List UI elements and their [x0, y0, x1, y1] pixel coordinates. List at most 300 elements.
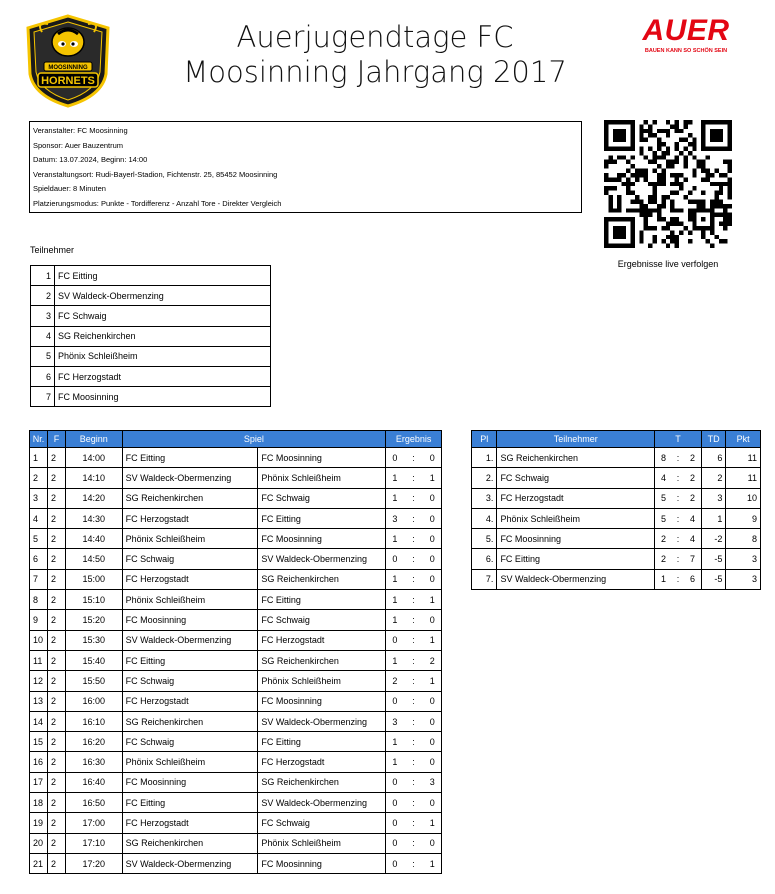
ranking-goals-for: 5: [655, 488, 672, 508]
game-score-away: 0: [423, 793, 441, 813]
qr-module: [617, 199, 621, 203]
qr-module: [670, 222, 674, 226]
game-home-team: FC Eitting: [122, 793, 258, 813]
qr-module: [666, 146, 670, 150]
ranking-goals-separator: :: [672, 448, 684, 468]
qr-module: [604, 146, 608, 150]
qr-module: [608, 146, 612, 150]
qr-module: [630, 230, 634, 234]
qr-module: [613, 226, 617, 230]
qr-module: [635, 195, 639, 199]
qr-module: [688, 213, 692, 217]
qr-module: [604, 235, 608, 239]
participant-name: FC Eitting: [55, 266, 271, 286]
qr-module: [688, 239, 692, 243]
qr-module: [719, 239, 723, 243]
qr-module: [626, 160, 630, 164]
qr-module: [670, 173, 674, 177]
qr-module: [613, 129, 617, 133]
qr-module: [617, 129, 621, 133]
qr-module: [688, 199, 692, 203]
game-field: 2: [47, 691, 65, 711]
qr-module: [608, 160, 612, 164]
game-score-away: 1: [423, 671, 441, 691]
qr-module: [622, 120, 626, 124]
qr-module: [622, 133, 626, 137]
qr-module: [697, 226, 701, 230]
qr-module: [630, 199, 634, 203]
game-away-team: Phönix Schleißheim: [258, 833, 386, 853]
page-title: [140, 20, 610, 90]
ranking-row: [472, 448, 761, 468]
qr-module: [719, 120, 723, 124]
qr-module: [701, 169, 705, 173]
qr-module: [701, 191, 705, 195]
qr-module: [675, 160, 679, 164]
qr-module: [639, 169, 643, 173]
qr-module: [661, 155, 665, 159]
qr-module: [670, 204, 674, 208]
game-field: 2: [47, 630, 65, 650]
qr-module: [706, 208, 710, 212]
qr-module: [604, 230, 608, 234]
qr-module: [670, 217, 674, 221]
game-score-separator: :: [404, 833, 424, 853]
qr-module: [683, 177, 687, 181]
game-score-home: 0: [386, 772, 404, 792]
title-line-1: Auerjugendtage FC: [236, 20, 514, 54]
game-score-home: 1: [386, 732, 404, 752]
game-number: 12: [30, 671, 48, 691]
participant-name: FC Moosinning: [55, 387, 271, 407]
game-row: [30, 813, 442, 833]
qr-module: [710, 230, 714, 234]
game-row: [30, 732, 442, 752]
qr-module: [657, 217, 661, 221]
game-away-team: FC Herzogstadt: [258, 630, 386, 650]
qr-module: [719, 129, 723, 133]
game-number: 21: [30, 853, 48, 873]
qr-module: [701, 204, 705, 208]
qr-module: [675, 146, 679, 150]
game-score-away: 1: [423, 630, 441, 650]
game-field: 2: [47, 468, 65, 488]
qr-module: [604, 138, 608, 142]
qr-module: [719, 199, 723, 203]
auer-logo: [628, 16, 744, 54]
qr-module: [688, 133, 692, 137]
qr-module: [723, 204, 727, 208]
qr-module: [613, 138, 617, 142]
qr-module: [714, 191, 718, 195]
qr-module: [617, 155, 621, 159]
qr-module: [617, 235, 621, 239]
qr-module: [675, 120, 679, 124]
qr-module: [613, 160, 617, 164]
qr-module: [670, 160, 674, 164]
qr-module: [728, 142, 732, 146]
qr-module: [613, 133, 617, 137]
qr-module: [657, 213, 661, 217]
game-away-team: SV Waldeck-Obermenzing: [258, 549, 386, 569]
game-home-team: SG Reichenkirchen: [122, 488, 258, 508]
qr-module: [706, 177, 710, 181]
qr-module: [701, 199, 705, 203]
ranking-row: [472, 549, 761, 569]
game-home-team: SV Waldeck-Obermenzing: [122, 853, 258, 873]
qr-module: [661, 177, 665, 181]
game-home-team: FC Moosinning: [122, 610, 258, 630]
qr-module: [653, 186, 657, 190]
ranking-team: FC Herzogstadt: [497, 488, 655, 508]
qr-module: [635, 208, 639, 212]
qr-module: [714, 133, 718, 137]
qr-module: [604, 177, 608, 181]
qr-module: [639, 199, 643, 203]
ranking-goals-for: 2: [655, 549, 672, 569]
game-row: [30, 569, 442, 589]
participant-name: Phönix Schleißheim: [55, 346, 271, 366]
game-score-away: 2: [423, 650, 441, 670]
qr-module: [644, 129, 648, 133]
qr-module: [723, 222, 727, 226]
game-away-team: Phönix Schleißheim: [258, 671, 386, 691]
ranking-team: SV Waldeck-Obermenzing: [497, 569, 655, 589]
qr-module: [723, 213, 727, 217]
game-time: 16:00: [65, 691, 122, 711]
ranking-goals-against: 2: [684, 468, 701, 488]
qr-module: [617, 208, 621, 212]
ranking-goals-separator: :: [672, 468, 684, 488]
qr-module: [728, 133, 732, 137]
qr-module: [710, 120, 714, 124]
qr-module: [648, 244, 652, 248]
qr-module: [661, 129, 665, 133]
qr-module: [644, 155, 648, 159]
game-field: 2: [47, 650, 65, 670]
qr-module: [644, 173, 648, 177]
qr-module: [653, 169, 657, 173]
qr-module: [626, 177, 630, 181]
qr-module: [661, 173, 665, 177]
game-score-home: 1: [386, 468, 404, 488]
game-number: 16: [30, 752, 48, 772]
ranking-goals-against: 4: [684, 508, 701, 528]
game-row: [30, 853, 442, 873]
ranking-team: FC Eitting: [497, 549, 655, 569]
qr-module: [710, 222, 714, 226]
qr-module: [657, 173, 661, 177]
game-field: 2: [47, 813, 65, 833]
qr-module: [666, 226, 670, 230]
qr-module: [679, 151, 683, 155]
qr-module: [679, 129, 683, 133]
qr-module: [666, 133, 670, 137]
game-home-team: Phönix Schleißheim: [122, 590, 258, 610]
qr-module: [723, 160, 727, 164]
info-venue: Veranstaltungsort: Rudi-Bayerl-Stadion, Fichtenstr. 25, 85452 Moosinning: [33, 169, 278, 179]
game-score-separator: :: [404, 549, 424, 569]
game-away-team: SG Reichenkirchen: [258, 650, 386, 670]
game-home-team: FC Herzogstadt: [122, 569, 258, 589]
qr-module: [644, 120, 648, 124]
qr-module: [728, 164, 732, 168]
qr-module: [706, 169, 710, 173]
qr-module: [644, 226, 648, 230]
qr-module: [661, 142, 665, 146]
qr-module: [679, 138, 683, 142]
qr-module: [675, 244, 679, 248]
game-score-home: 3: [386, 508, 404, 528]
ranking-row: [472, 569, 761, 589]
info-box: [29, 121, 582, 213]
participant-name: FC Schwaig: [55, 306, 271, 326]
qr-module: [653, 155, 657, 159]
qr-module: [710, 213, 714, 217]
qr-module: [675, 222, 679, 226]
qr-module: [648, 124, 652, 128]
qr-module: [666, 222, 670, 226]
brand-name: AUER: [642, 14, 730, 47]
qr-module: [688, 208, 692, 212]
ranking-place: 7.: [472, 569, 497, 589]
qr-module: [648, 182, 652, 186]
qr-module: [688, 230, 692, 234]
ranking-points: 3: [726, 569, 761, 589]
qr-caption: Ergebnisse live verfolgen: [617, 259, 719, 269]
game-home-team: FC Herzogstadt: [122, 508, 258, 528]
game-number: 2: [30, 468, 48, 488]
qr-module: [710, 133, 714, 137]
qr-module: [622, 244, 626, 248]
qr-module: [710, 182, 714, 186]
qr-module: [622, 226, 626, 230]
qr-module: [653, 208, 657, 212]
qr-module: [630, 235, 634, 239]
ranking-points: 11: [726, 448, 761, 468]
game-number: 20: [30, 833, 48, 853]
qr-module: [626, 244, 630, 248]
ranking-goals-for: 2: [655, 529, 672, 549]
info-sponsor: Sponsor: Auer Bauzentrum: [33, 140, 124, 150]
qr-module: [617, 146, 621, 150]
ranking-goal-difference: -5: [701, 569, 725, 589]
qr-module: [635, 199, 639, 203]
qr-module: [661, 182, 665, 186]
qr-module: [714, 129, 718, 133]
game-time: 15:40: [65, 650, 122, 670]
ranking-goals-for: 5: [655, 508, 672, 528]
qr-module: [719, 191, 723, 195]
game-number: 1: [30, 448, 48, 468]
qr-module: [701, 129, 705, 133]
participant-row: [31, 266, 271, 286]
ranking-header-team: Teilnehmer: [497, 431, 655, 448]
ranking-team: FC Schwaig: [497, 468, 655, 488]
qr-module: [630, 239, 634, 243]
game-field: 2: [47, 488, 65, 508]
qr-module: [653, 191, 657, 195]
qr-module: [710, 138, 714, 142]
game-score-away: 1: [423, 813, 441, 833]
qr-module: [630, 129, 634, 133]
qr-module: [622, 155, 626, 159]
game-row: [30, 650, 442, 670]
ranking-team: FC Moosinning: [497, 529, 655, 549]
qr-module: [675, 142, 679, 146]
game-time: 16:30: [65, 752, 122, 772]
qr-module: [710, 146, 714, 150]
game-away-team: FC Schwaig: [258, 488, 386, 508]
game-score-home: 1: [386, 529, 404, 549]
qr-module: [622, 146, 626, 150]
qr-module: [701, 230, 705, 234]
qr-module: [728, 120, 732, 124]
qr-module: [697, 208, 701, 212]
game-field: 2: [47, 569, 65, 589]
qr-module: [653, 239, 657, 243]
qr-module: [661, 151, 665, 155]
game-away-team: FC Moosinning: [258, 529, 386, 549]
ranking-row: [472, 508, 761, 528]
qr-module: [617, 177, 621, 181]
game-score-home: 0: [386, 549, 404, 569]
ranking-goal-difference: -2: [701, 529, 725, 549]
game-score-separator: :: [404, 650, 424, 670]
qr-module: [648, 226, 652, 230]
game-row: [30, 488, 442, 508]
game-score-home: 2: [386, 671, 404, 691]
game-home-team: FC Schwaig: [122, 549, 258, 569]
qr-module: [613, 244, 617, 248]
game-number: 7: [30, 569, 48, 589]
qr-module: [648, 146, 652, 150]
qr-module: [661, 199, 665, 203]
game-score-away: 0: [423, 711, 441, 731]
qr-module: [666, 235, 670, 239]
qr-module: [657, 138, 661, 142]
ranking-goals-against: 2: [684, 488, 701, 508]
brand-tagline: BAUEN KANN SO SCHÖN SEIN: [644, 48, 728, 54]
ranking-goals-separator: :: [672, 488, 684, 508]
games-header-nr: Nr.: [30, 431, 48, 448]
qr-module: [728, 182, 732, 186]
qr-module: [675, 124, 679, 128]
qr-module: [653, 160, 657, 164]
ranking-points: 11: [726, 468, 761, 488]
qr-module: [639, 204, 643, 208]
qr-module: [728, 146, 732, 150]
qr-module: [710, 199, 714, 203]
game-field: 2: [47, 732, 65, 752]
game-score-separator: :: [404, 671, 424, 691]
game-away-team: FC Schwaig: [258, 610, 386, 630]
game-score-away: 1: [423, 590, 441, 610]
qr-module: [653, 195, 657, 199]
qr-module: [626, 186, 630, 190]
ranking-header-pkt: Pkt: [726, 431, 761, 448]
qr-module: [644, 222, 648, 226]
games-header-ergebnis: Ergebnis: [386, 431, 442, 448]
qr-module: [714, 195, 718, 199]
game-time: 16:20: [65, 732, 122, 752]
game-score-separator: :: [404, 711, 424, 731]
qr-module: [697, 204, 701, 208]
ranking-place: 5.: [472, 529, 497, 549]
game-score-separator: :: [404, 732, 424, 752]
game-score-home: 3: [386, 711, 404, 731]
ranking-goal-difference: 1: [701, 508, 725, 528]
qr-module: [719, 138, 723, 142]
qr-module: [604, 217, 608, 221]
qr-module: [710, 217, 714, 221]
qr-module: [692, 155, 696, 159]
qr-module: [666, 160, 670, 164]
qr-module: [653, 182, 657, 186]
qr-module: [604, 191, 608, 195]
qr-module: [644, 217, 648, 221]
game-home-team: FC Schwaig: [122, 732, 258, 752]
qr-code[interactable]: [604, 118, 732, 250]
game-time: 15:10: [65, 590, 122, 610]
game-number: 8: [30, 590, 48, 610]
qr-module: [617, 133, 621, 137]
qr-module: [710, 226, 714, 230]
participants-table: [30, 265, 271, 407]
qr-module: [675, 217, 679, 221]
qr-module: [630, 208, 634, 212]
qr-module: [679, 230, 683, 234]
qr-module: [692, 226, 696, 230]
game-time: 15:50: [65, 671, 122, 691]
game-score-home: 0: [386, 448, 404, 468]
game-number: 13: [30, 691, 48, 711]
game-score-away: 0: [423, 691, 441, 711]
qr-module: [657, 155, 661, 159]
qr-module: [648, 195, 652, 199]
game-time: 17:00: [65, 813, 122, 833]
game-score-separator: :: [404, 813, 424, 833]
qr-module: [613, 120, 617, 124]
game-score-home: 1: [386, 569, 404, 589]
game-score-away: 0: [423, 529, 441, 549]
game-row: [30, 529, 442, 549]
qr-module: [723, 173, 727, 177]
qr-module: [723, 182, 727, 186]
game-time: 15:30: [65, 630, 122, 650]
game-row: [30, 833, 442, 853]
qr-module: [626, 169, 630, 173]
game-home-team: Phönix Schleißheim: [122, 529, 258, 549]
qr-module: [723, 120, 727, 124]
ranking-team: Phönix Schleißheim: [497, 508, 655, 528]
qr-module: [653, 235, 657, 239]
ranking-goals-separator: :: [672, 508, 684, 528]
qr-module: [644, 204, 648, 208]
game-score-away: 0: [423, 569, 441, 589]
game-row: [30, 752, 442, 772]
hornets-logo: [22, 14, 114, 108]
participant-number: 4: [31, 326, 55, 346]
qr-module: [608, 177, 612, 181]
qr-module: [622, 173, 626, 177]
qr-module: [692, 217, 696, 221]
game-number: 6: [30, 549, 48, 569]
qr-module: [604, 164, 608, 168]
qr-module: [675, 208, 679, 212]
qr-module: [728, 222, 732, 226]
qr-module: [675, 155, 679, 159]
